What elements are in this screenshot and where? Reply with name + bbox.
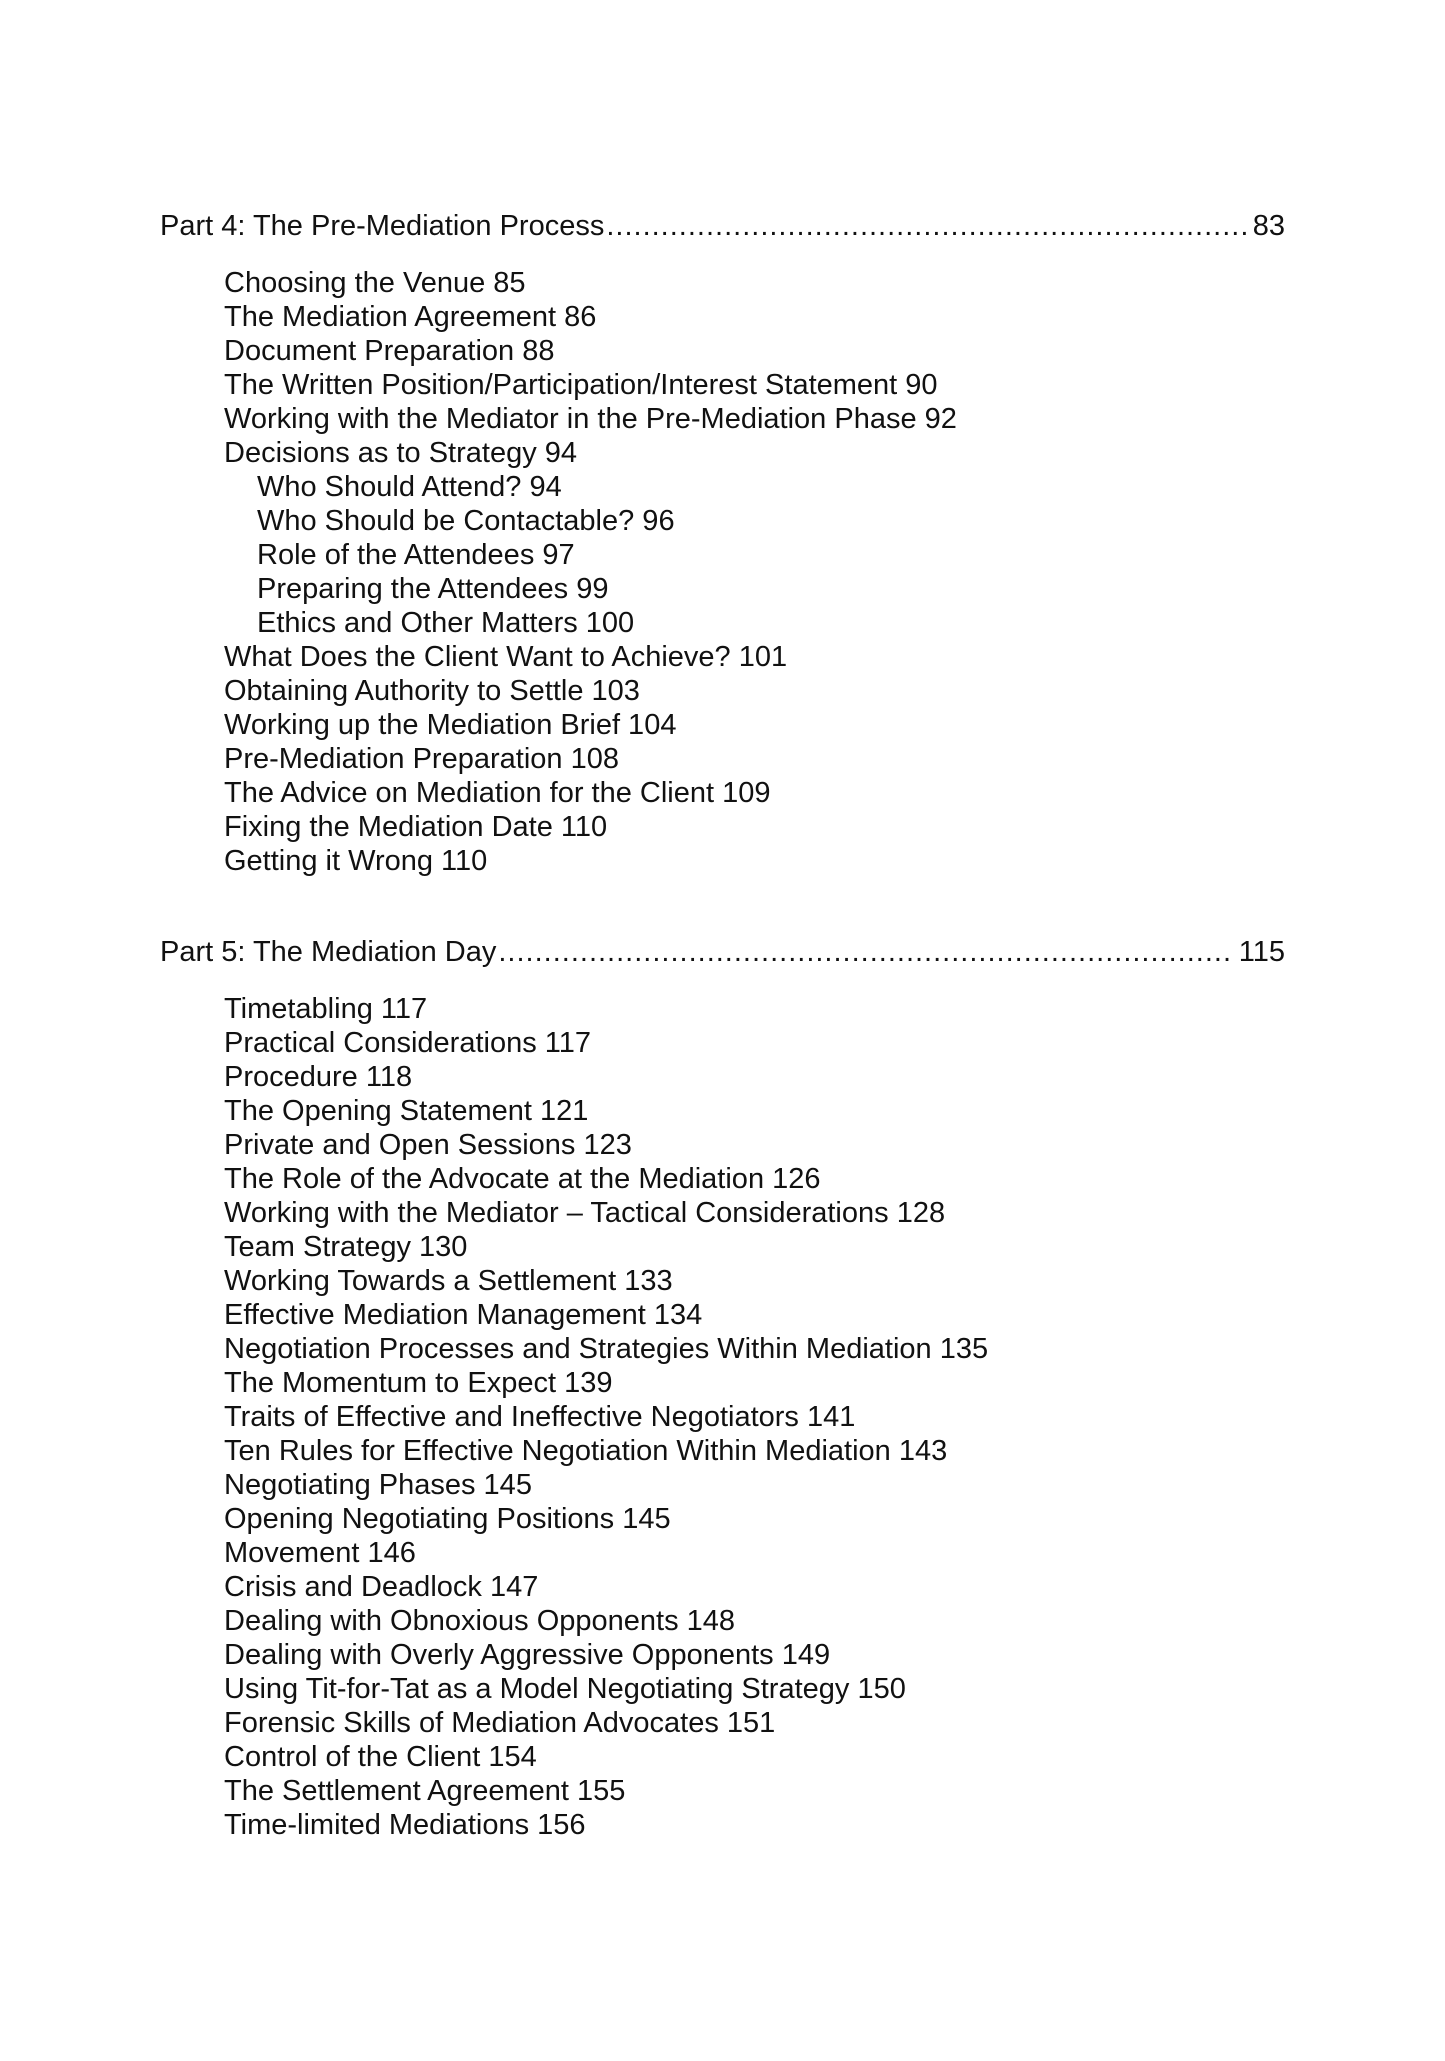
toc-entry: The Written Position/Participation/Interest Statement 90	[224, 369, 938, 401]
part-title: Part 4: The Pre-Mediation Process	[160, 210, 605, 242]
toc-entry: Team Strategy 130	[224, 1231, 468, 1263]
toc-entry-list	[224, 266, 1285, 878]
toc-entry: Crisis and Deadlock 147	[224, 1571, 539, 1603]
toc-entry: Obtaining Authority to Settle 103	[224, 675, 640, 707]
toc-entry: Getting it Wrong 110	[224, 845, 488, 877]
toc-entry: Control of the Client 154	[224, 1741, 537, 1773]
toc-entry: The Settlement Agreement 155	[224, 1775, 626, 1807]
toc-entry: Opening Negotiating Positions 145	[224, 1503, 671, 1535]
toc-subentry: Who Should Attend? 94	[257, 471, 562, 503]
toc-entry: Working with the Mediator – Tactical Considerations 128	[224, 1197, 946, 1229]
part-page-number: 115	[1238, 936, 1285, 968]
toc-entry: Ten Rules for Effective Negotiation Within Mediation 143	[224, 1435, 948, 1467]
toc-part-4	[160, 209, 1285, 878]
toc-entry: Effective Mediation Management 134	[224, 1299, 703, 1331]
part-title: Part 5: The Mediation Day	[160, 936, 497, 968]
toc-entry: Document Preparation 88	[224, 335, 555, 367]
toc-entry: Timetabling 117	[224, 993, 428, 1025]
dot-leader	[606, 209, 1246, 243]
toc-entry: The Momentum to Expect 139	[224, 1367, 613, 1399]
toc-entry: Pre-Mediation Preparation 108	[224, 743, 619, 775]
toc-entry: Choosing the Venue 85	[224, 267, 526, 299]
toc-entry: The Advice on Mediation for the Client 109	[224, 777, 771, 809]
toc-entry: Working Towards a Settlement 133	[224, 1265, 673, 1297]
toc-entry: Negotiating Phases 145	[224, 1469, 532, 1501]
part-heading	[160, 209, 1285, 243]
toc-entry: Movement 146	[224, 1537, 416, 1569]
toc-entry: Procedure 118	[224, 1061, 413, 1093]
toc-entry: Working up the Mediation Brief 104	[224, 709, 677, 741]
toc-entry: Time-limited Mediations 156	[224, 1809, 586, 1841]
toc-part-5	[160, 935, 1285, 1842]
toc-entry: Forensic Skills of Mediation Advocates 151	[224, 1707, 776, 1739]
toc-entry: Fixing the Mediation Date 110	[224, 811, 608, 843]
toc-entry: Private and Open Sessions 123	[224, 1129, 632, 1161]
toc-entry: The Mediation Agreement 86	[224, 301, 597, 333]
toc-entry: Negotiation Processes and Strategies Within Mediation 135	[224, 1333, 989, 1365]
toc-entry: The Role of the Advocate at the Mediation 126	[224, 1163, 821, 1195]
toc-entry: What Does the Client Want to Achieve? 101	[224, 641, 788, 673]
toc-entry: The Opening Statement 121	[224, 1095, 589, 1127]
part-heading	[160, 935, 1285, 969]
toc-entry: Working with the Mediator in the Pre-Mediation Phase 92	[224, 403, 957, 435]
toc-entry-list	[224, 992, 1285, 1842]
toc-entry: Practical Considerations 117	[224, 1027, 591, 1059]
toc-entry: Using Tit-for-Tat as a Model Negotiating Strategy 150	[224, 1673, 906, 1705]
toc-entry: Traits of Effective and Ineffective Negotiators 141	[224, 1401, 856, 1433]
toc-entry: Dealing with Obnoxious Opponents 148	[224, 1605, 736, 1637]
toc-entry: Decisions as to Strategy 94	[224, 437, 578, 469]
toc-subentry: Preparing the Attendees 99	[257, 573, 609, 605]
toc-subentry: Who Should be Contactable? 96	[257, 505, 675, 537]
toc-subentry: Role of the Attendees 97	[257, 539, 575, 571]
toc-entry: Dealing with Overly Aggressive Opponents 149	[224, 1639, 831, 1671]
toc-subentry: Ethics and Other Matters 100	[257, 607, 635, 639]
dot-leader	[498, 935, 1232, 969]
part-page-number: 83	[1252, 210, 1285, 242]
